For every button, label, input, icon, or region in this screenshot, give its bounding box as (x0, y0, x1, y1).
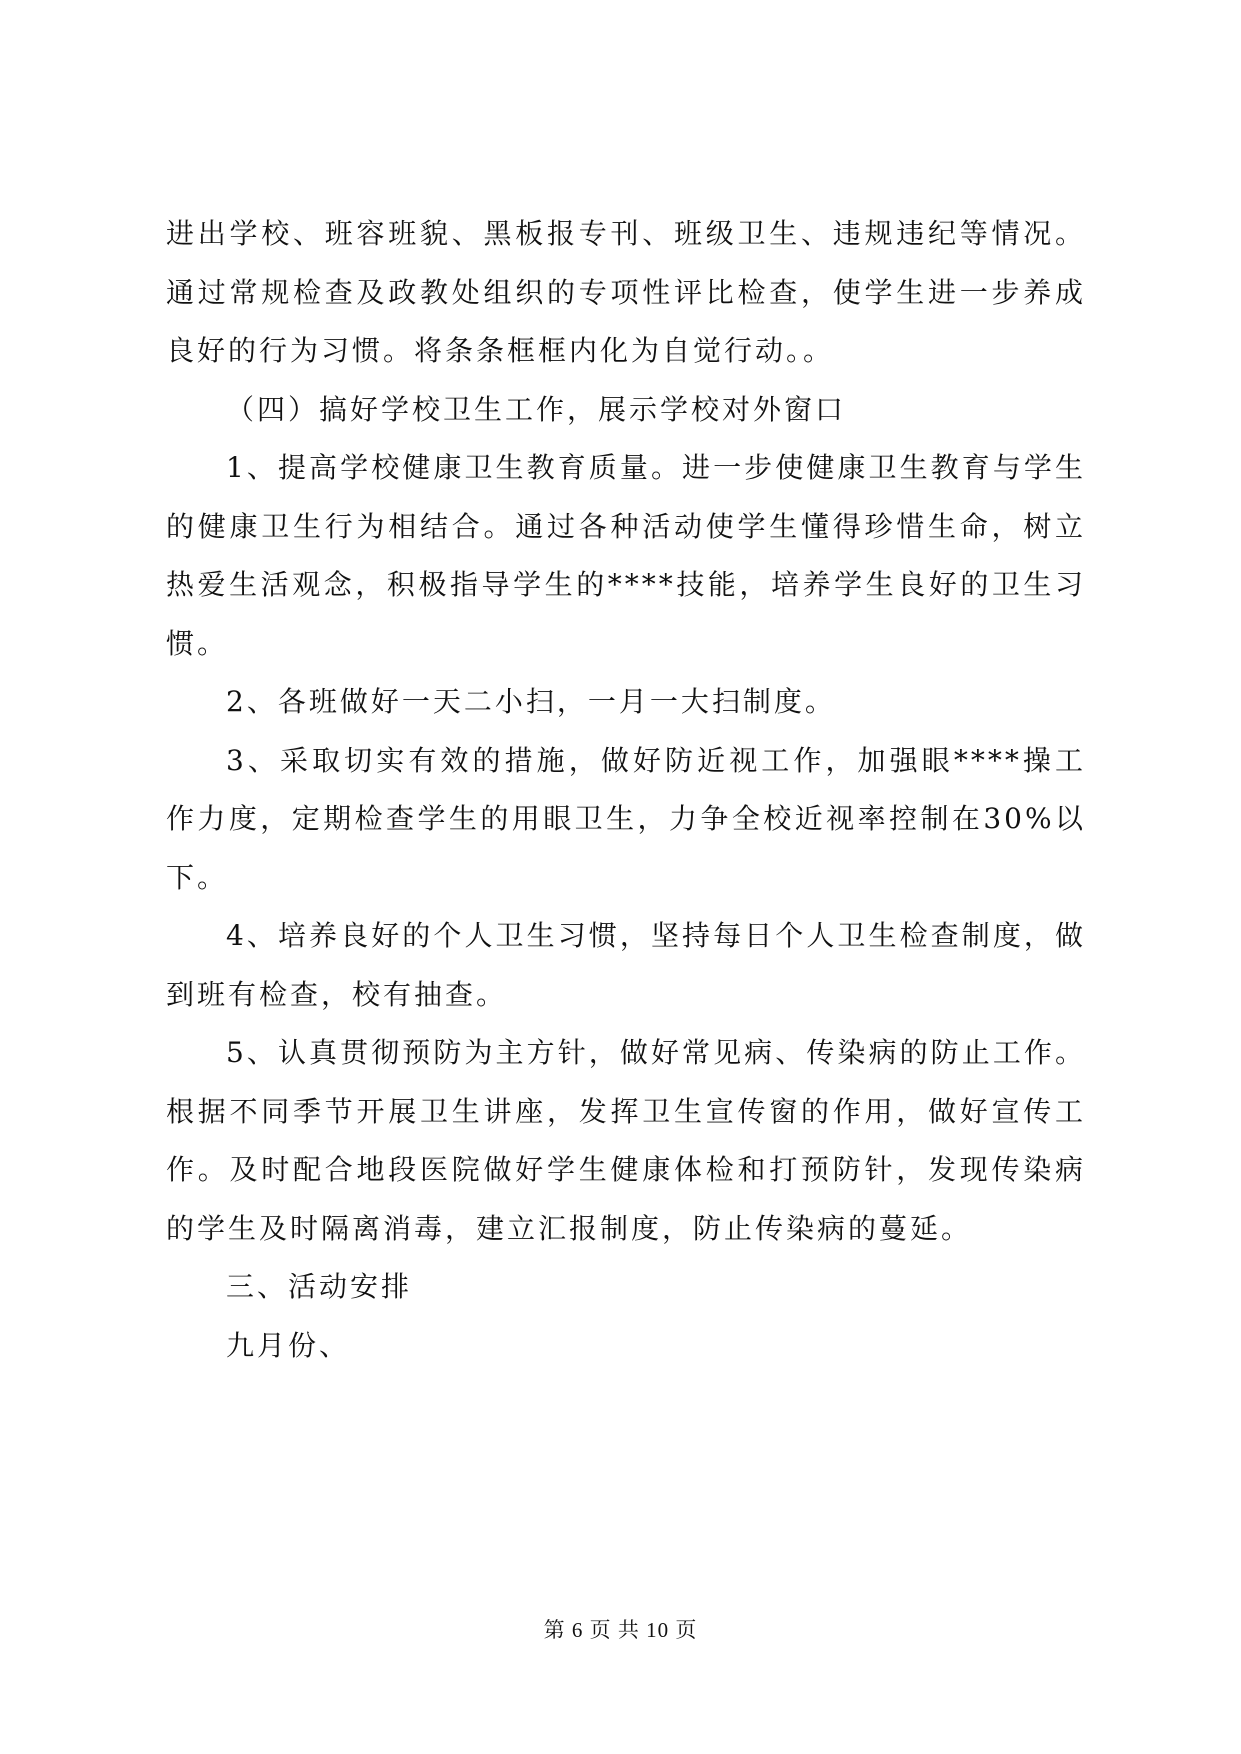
paragraph-month: 九月份、 (226, 1328, 351, 1362)
paragraph-item-4: 4、培养良好的个人卫生习惯，坚持每日个人卫生检查制度，做到班有检查，校有抽查。 (166, 919, 1086, 1011)
document-body (166, 205, 1086, 1375)
paragraph-item-1: 1、提高学校健康卫生教育质量。进一步使健康卫生教育与学生的健康卫生行为相结合。通过各种活动使学生懂得珍惜生命，树立热爱生活观念，积极指导学生的****技能，培养学生良好的卫生习惯。 (166, 451, 1086, 660)
page-number-footer: 第 6 页 共 10 页 (543, 1618, 698, 1642)
paragraph-continuation: 进出学校、班容班貌、黑板报专刊、班级卫生、违规违纪等情况。通过常规检查及政教处组织的专项性评比检查，使学生进一步养成良好的行为习惯。将条条框框内化为自觉行动。。 (166, 217, 1086, 367)
paragraph-item-5: 5、认真贯彻预防为主方针，做好常见病、传染病的防止工作。根据不同季节开展卫生讲座，发挥卫生宣传窗的作用，做好宣传工作。及时配合地段医院做好学生健康体检和打预防针，发现传染病的学生及时隔离消毒，建立汇报制度，防止传染病的蔓延。 (166, 1036, 1086, 1245)
paragraph-item-3: 3、采取切实有效的措施，做好防近视工作，加强眼****操工作力度，定期检查学生的用眼卫生，力争全校近视率控制在30%以下。 (166, 743, 1086, 894)
section-heading-4: （四）搞好学校卫生工作，展示学校对外窗口 (226, 392, 847, 426)
paragraph-item-2: 2、各班做好一天二小扫，一月一大扫制度。 (226, 685, 836, 718)
section-heading-3: 三、活动安排 (226, 1270, 413, 1303)
